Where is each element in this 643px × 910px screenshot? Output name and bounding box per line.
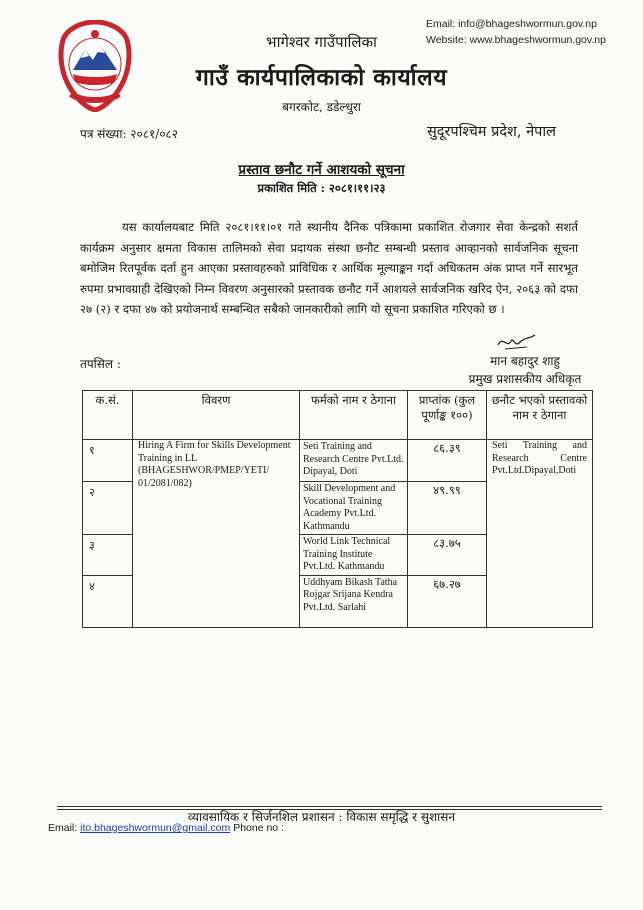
table-row [83,440,593,482]
signer-name: मान बहादुर शाहु [490,354,560,368]
header-selected: छनौट भएको प्रस्तावको नाम र ठेगाना [487,391,593,440]
header-score: प्राप्तांक (कुल पूर्णाङ्क १००) [408,391,487,440]
letter-number: पत्र संख्या: २०८१/०८२ [80,127,179,141]
row-description: Hiring A Firm for Skills Development Training in LL (BHAGESHWOR/PMEP/YETI/ 01/2081/082) [133,440,300,628]
office-address: बगरकोट, डडेल्धुरा [282,100,361,114]
municipality-name: भागेश्वर गाउँपालिका [266,33,377,51]
notice-title-text: प्रस्ताव छनौट गर्ने आशयको सूचना [238,162,405,178]
notice-title [0,160,643,178]
footer-divider [57,806,602,807]
published-date: प्रकाशित मिति : २०८१।११।२३ [257,181,386,195]
row-sn: ३ [83,535,133,576]
signature-icon [495,331,537,353]
contact-email: Email: info@bhageshwormun.gov.np [426,18,597,30]
row-firm: Uddhyam Bikash Tatha Rojgar Srijana Kendra Pvt.Ltd. Sarlahi [300,575,408,627]
row-sn: १ [83,440,133,482]
row-sn: २ [83,482,133,535]
table-header-row [83,391,593,440]
province-name: सुदूरपश्चिम प्रदेश, नेपाल [427,124,556,140]
header-sn: क.सं. [83,391,133,440]
header-firm: फर्मको नाम र ठेगाना [300,391,408,440]
row-sn: ४ [83,575,133,627]
results-table [82,390,593,628]
signer-block [455,352,595,388]
selected-firm: Seti Training and Research Centre Pvt.Ltd.Dipayal,Doti [487,440,593,628]
row-firm: Seti Training and Research Centre Pvt.Ltd. Dipayal, Doti [300,440,408,482]
row-score: ६७.२७ [408,575,487,627]
contact-website: Website: www.bhageshwormun.gov.np [426,34,606,46]
signer-title: प्रमुख प्रशासकीय अधिकृत [468,372,582,386]
footer-email-label: Email: [48,822,78,834]
footer-email-link[interactable]: ito.bhageshwormun@gmail.com [80,822,231,834]
footer-contact [48,822,284,834]
office-name: गाउँ कार्यपालिकाको कार्यालय [195,64,448,91]
header-description: विवरण [133,391,300,440]
footer-phone: Phone no : [233,822,284,834]
details-label: तपसिल : [80,357,121,371]
row-score: ८६.३९ [408,440,487,482]
notice-body: यस कार्यालयबाट मिति २०८१।११।०१ गते स्थानीय दैनिक पत्रिकामा प्रकाशित रोजगार सेवा केन्द्रको सशर्त कार्यक्रम अनुसार क्षमता विकास तालिमको सेवा प्रदायक संस्था छनौट सम्बन्धी प्रस्ताव आव्हानको सार्वजनिक सूचना बमोजिम रितपूर्वक दर्ता हुन आएका प्रस्तावहरुको प्राविधिक र आर्थिक मूल्याङ्कन गर्दा अधिकतम अंक प्राप्त गर्ने सारभूत रुपमा प्रभावग्राही देखिएको निम्न विवरण अनुसारको प्रस्तावक छनौट गर्ने आशयले सार्वजनिक खरिद ऐन, २०६३ को दफा २७ (२) र दफा ४७ को प्रयोजनार्थ सम्बन्धित सबैको जानकारीको लागि यो सूचना प्रकाशित गरिएको छ । [80,220,578,317]
row-firm: Skill Development and Vocational Training Academy Pvt.Ltd. Kathmandu [300,482,408,535]
row-firm: World Link Technical Training Institute Pvt.Ltd. Kathmandu [300,535,408,576]
row-score: ४९.९९ [408,482,487,535]
row-score: ८३.७५ [408,535,487,576]
footer-motto: व्यावसायिक र सिर्जनशिल प्रशासन : विकास समृद्धि र सुशासन [187,810,456,824]
